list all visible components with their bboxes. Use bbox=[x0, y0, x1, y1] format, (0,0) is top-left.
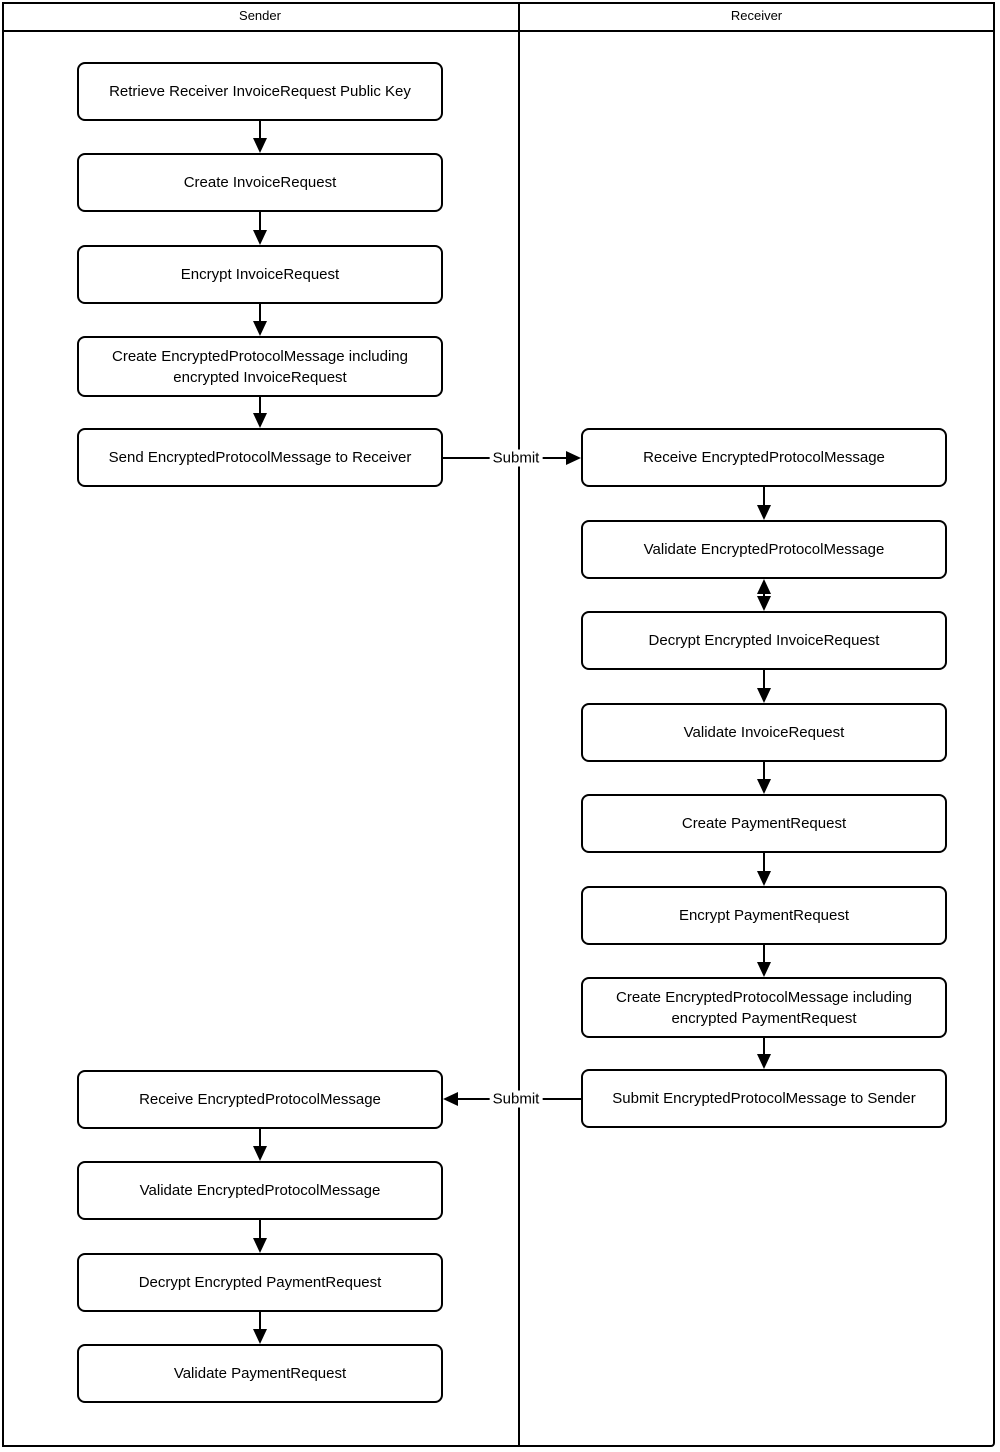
arrowhead-down-icon bbox=[757, 596, 771, 611]
arrowhead-down-icon bbox=[757, 962, 771, 977]
arrowhead-right-icon bbox=[566, 451, 581, 465]
flow-node-s5: Send EncryptedProtocolMessage to Receiver bbox=[77, 428, 443, 487]
flow-edge-line bbox=[763, 853, 765, 873]
flow-node-r2: Validate EncryptedProtocolMessage bbox=[581, 520, 947, 579]
edge-label-submit: Submit bbox=[490, 1091, 543, 1108]
arrowhead-down-icon bbox=[253, 138, 267, 153]
flow-node-s2: Create InvoiceRequest bbox=[77, 153, 443, 212]
flow-node-s7: Validate EncryptedProtocolMessage bbox=[77, 1161, 443, 1220]
header-separator bbox=[2, 30, 993, 32]
arrowhead-down-icon bbox=[253, 1329, 267, 1344]
flow-edge-line bbox=[763, 487, 765, 507]
flow-node-r1: Receive EncryptedProtocolMessage bbox=[581, 428, 947, 487]
lane-divider bbox=[518, 2, 520, 1445]
flow-edge-line bbox=[763, 670, 765, 690]
flow-node-r8: Submit EncryptedProtocolMessage to Sender bbox=[581, 1069, 947, 1128]
flow-node-s1: Retrieve Receiver InvoiceRequest Public Key bbox=[77, 62, 443, 121]
arrowhead-down-icon bbox=[253, 230, 267, 245]
arrowhead-down-icon bbox=[757, 871, 771, 886]
arrowhead-down-icon bbox=[253, 413, 267, 428]
arrowhead-down-icon bbox=[253, 1238, 267, 1253]
arrowhead-up-icon bbox=[757, 579, 771, 594]
flow-node-s3: Encrypt InvoiceRequest bbox=[77, 245, 443, 304]
flow-node-s6: Receive EncryptedProtocolMessage bbox=[77, 1070, 443, 1129]
arrowhead-down-icon bbox=[757, 779, 771, 794]
flow-node-s8: Decrypt Encrypted PaymentRequest bbox=[77, 1253, 443, 1312]
flow-node-r7: Create EncryptedProtocolMessage including encrypted PaymentRequest bbox=[581, 977, 947, 1038]
flow-node-r4: Validate InvoiceRequest bbox=[581, 703, 947, 762]
arrowhead-down-icon bbox=[253, 321, 267, 336]
flow-node-r5: Create PaymentRequest bbox=[581, 794, 947, 853]
flow-edge-line bbox=[259, 1220, 261, 1240]
arrowhead-down-icon bbox=[757, 688, 771, 703]
arrowhead-down-icon bbox=[757, 505, 771, 520]
flow-node-s4: Create EncryptedProtocolMessage including encrypted InvoiceRequest bbox=[77, 336, 443, 397]
arrowhead-left-icon bbox=[443, 1092, 458, 1106]
flow-node-r3: Decrypt Encrypted InvoiceRequest bbox=[581, 611, 947, 670]
edge-label-submit: Submit bbox=[490, 450, 543, 467]
flow-node-s9: Validate PaymentRequest bbox=[77, 1344, 443, 1403]
flow-node-r6: Encrypt PaymentRequest bbox=[581, 886, 947, 945]
arrowhead-down-icon bbox=[757, 1054, 771, 1069]
arrowhead-down-icon bbox=[253, 1146, 267, 1161]
flow-edge-line bbox=[259, 212, 261, 232]
lane-header-sender: Sender bbox=[239, 8, 281, 23]
lane-header-receiver: Receiver bbox=[730, 8, 783, 23]
